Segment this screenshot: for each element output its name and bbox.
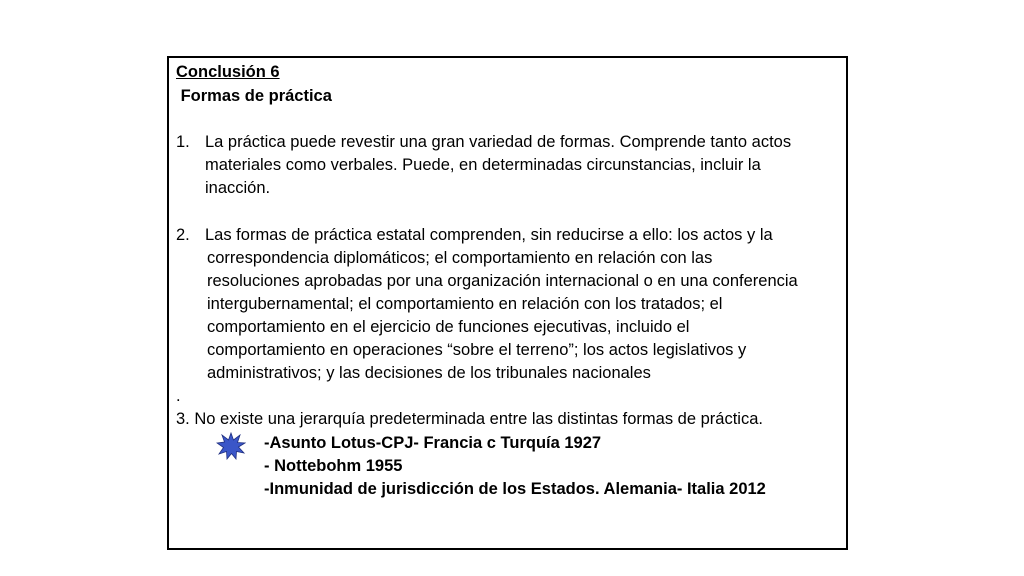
item2-line: correspondencia diplomáticos; el comportamiento en relación con las [207,249,713,267]
section-subtitle: Formas de práctica [176,87,332,105]
item2-line: comportamiento en operaciones “sobre el terreno”; los actos legislativos y [207,341,747,359]
case-item: - Nottebohm 1955 [264,457,403,475]
item1-number: 1. [176,133,190,151]
conclusion-title: Conclusión 6 [176,63,280,81]
separator-dot: . [176,387,181,405]
case-item: -Inmunidad de jurisdicción de los Estados. Alemania- Italia 2012 [264,480,766,498]
item3-text: 3. No existe una jerarquía predeterminada entre las distintas formas de práctica. [176,410,763,428]
starburst-icon [216,432,246,460]
item1-line: inacción. [205,179,271,197]
item1-line: La práctica puede revestir una gran variedad de formas. Comprende tanto actos [205,133,792,151]
item2-line: comportamiento en el ejercicio de funciones ejecutivas, incluido el [207,318,690,336]
case-item: -Asunto Lotus-CPJ- Francia c Turquía 1927 [264,434,602,452]
item2-line: administrativos; y las decisiones de los tribunales nacionales [207,364,651,382]
item2-number: 2. [176,226,190,244]
item2-line: intergubernamental; el comportamiento en relación con los tratados; el [207,295,723,313]
item2-line: Las formas de práctica estatal comprenden, sin reducirse a ello: los actos y la [205,226,773,244]
item2-line: resoluciones aprobadas por una organización internacional o en una conferencia [207,272,798,290]
item1-line: materiales como verbales. Puede, en determinadas circunstancias, incluir la [205,156,761,174]
